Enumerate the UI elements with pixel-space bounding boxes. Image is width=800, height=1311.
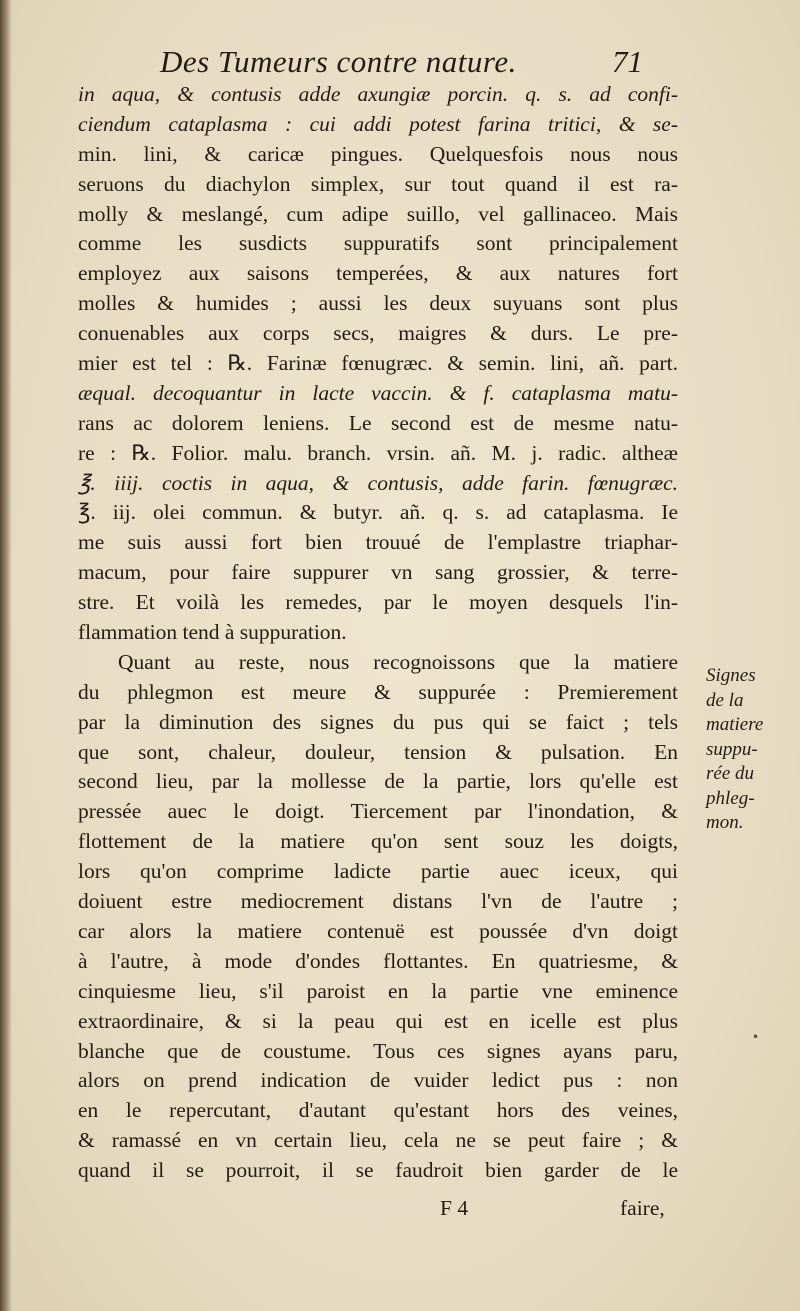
page-spine-shadow	[0, 0, 12, 1311]
text-line: rans ac dolorem leniens. Le second est de mesme natu-	[78, 410, 678, 435]
text-line: min. lini, & caricæ pingues. Quelquesfois nous nous	[78, 141, 678, 166]
signature-mark: F 4	[440, 1196, 469, 1220]
text-line: flottement de la matiere qu'on sent souz les doigts,	[78, 829, 678, 854]
text-line: comme les susdicts suppuratifs sont principalement	[78, 231, 678, 256]
text-line: en le repercutant, d'autant qu'estant hors des veines,	[78, 1098, 678, 1123]
page-footer	[0, 1196, 800, 1232]
text-line: seruons du diachylon simplex, sur tout quand il est ra-	[78, 171, 678, 196]
page-number: 71	[612, 44, 643, 79]
text-line: pressée auec le doigt. Tiercement par l'inondation, &	[78, 799, 678, 824]
text-line: æqual. decoquantur in lacte vaccin. & f. cataplasma matu-	[78, 380, 678, 405]
text-line: re : ℞. Folior. malu. branch. vrsin. añ. M. j. radic. altheæ	[78, 440, 678, 465]
text-line: lors qu'on comprime ladicte partie auec iceux, qui	[78, 859, 678, 884]
text-line: doiuent estre mediocrement distans l'vn de l'autre ;	[78, 889, 678, 914]
running-title: Des Tumeurs contre nature.	[160, 44, 517, 79]
text-line: ℥. iiij. coctis in aqua, & contusis, adde farin. fœnugræc.	[78, 470, 678, 495]
text-line: car alors la matiere contenuë est poussée d'vn doigt	[78, 918, 678, 943]
page-header	[0, 40, 800, 84]
text-line: que sont, chaleur, douleur, tension & pulsation. En	[78, 739, 678, 764]
body-text	[78, 80, 678, 1186]
text-line: employez aux saisons temperées, & aux natures fort	[78, 261, 678, 286]
text-line: conuenables aux corps secs, maigres & durs. Le pre-	[78, 321, 678, 346]
text-line: stre. Et voilà les remedes, par le moyen desquels l'in-	[78, 590, 678, 615]
text-line: à l'autre, à mode d'ondes flottantes. En quatriesme, &	[78, 948, 678, 973]
text-line: molles & humides ; aussi les deux suyuans sont plus	[78, 291, 678, 316]
text-line: flammation tend à suppuration.	[78, 620, 347, 645]
text-line: extraordinaire, & si la peau qui est en icelle est plus	[78, 1008, 678, 1033]
margin-note-line: matiere	[706, 714, 764, 735]
margin-note	[706, 664, 776, 836]
text-line: me suis aussi fort bien trouué de l'emplastre triaphar-	[78, 530, 678, 555]
text-line: du phlegmon est meure & suppurée : Premierement	[78, 679, 678, 704]
text-line: in aqua, & contusis adde axungiæ porcin. q. s. ad confi-	[78, 82, 678, 106]
text-line: & ramassé en vn certain lieu, cela ne se peut faire ; &	[78, 1128, 678, 1153]
ink-speck: •	[752, 1030, 760, 1044]
margin-note-line: rée du	[706, 763, 755, 784]
text-line: ciendum cataplasma : cui addi potest farina tritici, & se-	[78, 111, 678, 136]
catchword: faire,	[620, 1196, 665, 1220]
text-line: quand il se pourroit, il se faudroit bien garder de le	[78, 1158, 678, 1183]
margin-note-line: Signes	[706, 665, 756, 686]
margin-note-line: mon.	[706, 812, 744, 833]
text-line: cinquiesme lieu, s'il paroist en la partie vne eminence	[78, 978, 678, 1003]
text-line: blanche que de coustume. Tous ces signes ayans paru,	[78, 1038, 678, 1063]
text-line: mier est tel : ℞. Farinæ fœnugræc. & semin. lini, añ. part.	[78, 351, 678, 376]
margin-note-line: de la	[706, 689, 744, 711]
text-line: Quant au reste, nous recognoissons que la matiere	[118, 649, 678, 674]
text-line: macum, pour faire suppurer vn sang grossier, & terre-	[78, 560, 678, 585]
margin-note-line: suppu-	[706, 738, 758, 760]
text-line: par la diminution des signes du pus qui se faict ; tels	[78, 709, 678, 734]
text-line: alors on prend indication de vuider ledict pus : non	[78, 1068, 678, 1093]
margin-note-line: phleg-	[706, 787, 755, 809]
text-line: molly & meslangé, cum adipe suillo, vel gallinaceo. Mais	[78, 201, 678, 226]
text-line: second lieu, par la mollesse de la partie, lors qu'elle est	[78, 769, 678, 794]
text-line: ℥. iij. olei commun. & butyr. añ. q. s. ad cataplasma. Ie	[78, 500, 678, 525]
